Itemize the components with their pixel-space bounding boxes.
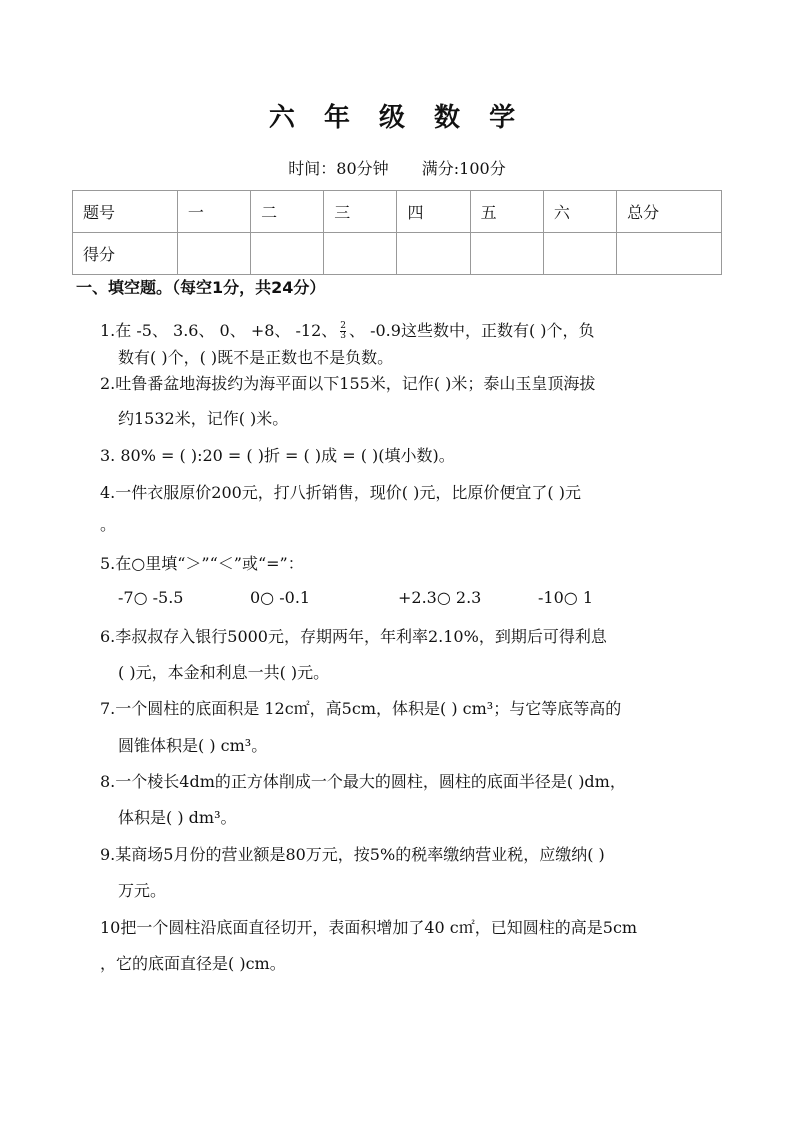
question-1-line-1: [100, 318, 730, 341]
score-cell[interactable]: [177, 233, 250, 275]
time-limit: 时间：80分钟: [288, 159, 389, 178]
question-5-item: +2.3○ 2.3: [398, 588, 482, 607]
question-9-line-1: 9.某商场5月份的营业额是80万元，按5%的税率缴纳营业税，应缴纳( ): [100, 845, 605, 864]
score-cell[interactable]: [543, 233, 616, 275]
score-row-label: 得分: [73, 233, 178, 275]
fraction: [340, 322, 346, 341]
score-cell[interactable]: [251, 233, 324, 275]
question-2-line-2: 约1532米，记作( )米。: [118, 409, 289, 428]
score-table-score-row: [73, 233, 722, 275]
score-header-cell: 二: [251, 191, 324, 233]
question-5-item: -10○ 1: [538, 588, 593, 607]
score-table-header-row: [73, 191, 722, 233]
score-header-cell: 一: [177, 191, 250, 233]
question-6-line-2: ( )元，本金和利息一共( )元。: [118, 663, 330, 682]
question-4-line-2: 。: [100, 515, 117, 534]
question-7-line-1: 7.一个圆柱的底面积是 12c㎡，高5cm，体积是( ) cm³；与它等底等高的: [100, 699, 622, 718]
page-title: 六 年 级 数 学: [268, 103, 526, 133]
question-1-line-2: 数有( )个，( )既不是正数也不是负数。: [118, 348, 394, 367]
score-cell[interactable]: [324, 233, 397, 275]
fraction-numerator: 2: [340, 321, 346, 331]
question-7-line-2: 圆锥体积是( ) cm³。: [118, 736, 268, 755]
question-6-line-1: 6.李叔叔存入银行5000元，存期两年，年利率2.10%，到期后可得利息: [100, 627, 607, 646]
question-9-line-2: 万元。: [118, 881, 167, 900]
question-5-item: 0○ -0.1: [250, 588, 311, 607]
question-5-item: -7○ -5.5: [118, 588, 184, 607]
fraction-denominator: 3: [340, 331, 346, 341]
question-2-line-1: 2.吐鲁番盆地海拔约为海平面以下155米，记作( )米；泰山玉皇顶海拔: [100, 374, 596, 393]
exam-info: [0, 156, 794, 179]
question-10-line-2: ，它的底面直径是( )cm。: [100, 954, 286, 973]
score-header-cell: 四: [397, 191, 470, 233]
section-heading: 一、填空题。（每空1分，共24分）: [76, 278, 326, 297]
question-10-line-1: 10把一个圆柱沿底面直径切开，表面积增加了40 c㎡，已知圆柱的高是5cm: [100, 918, 638, 937]
score-header-cell: 题号: [73, 191, 178, 233]
score-table: [72, 190, 722, 275]
full-score: 满分:100分: [421, 159, 506, 178]
question-4-line-1: 4.一件衣服原价200元，打八折销售，现价( )元，比原价便宜了( )元: [100, 483, 581, 502]
question-text: 1.在 -5、 3.6、 0、 +8、 -12、: [100, 321, 338, 340]
question-3: 3. 80% = ( ):20 = ( )折 = ( )成 = ( )(填小数)。: [100, 446, 455, 465]
score-header-cell: 六: [543, 191, 616, 233]
score-cell[interactable]: [617, 233, 722, 275]
question-8-line-2: 体积是( ) dm³。: [118, 808, 237, 827]
score-header-cell: 三: [324, 191, 397, 233]
score-cell[interactable]: [470, 233, 543, 275]
question-5: 5.在○里填“＞”“＜”或“=”：: [100, 554, 304, 573]
score-header-cell: 五: [470, 191, 543, 233]
question-8-line-1: 8.一个棱长4dm的正方体削成一个最大的圆柱，圆柱的底面半径是( )dm，: [100, 772, 626, 791]
score-header-cell: 总分: [617, 191, 722, 233]
score-cell[interactable]: [397, 233, 470, 275]
question-text: 、 -0.9这些数中，正数有( )个，负: [349, 321, 595, 340]
